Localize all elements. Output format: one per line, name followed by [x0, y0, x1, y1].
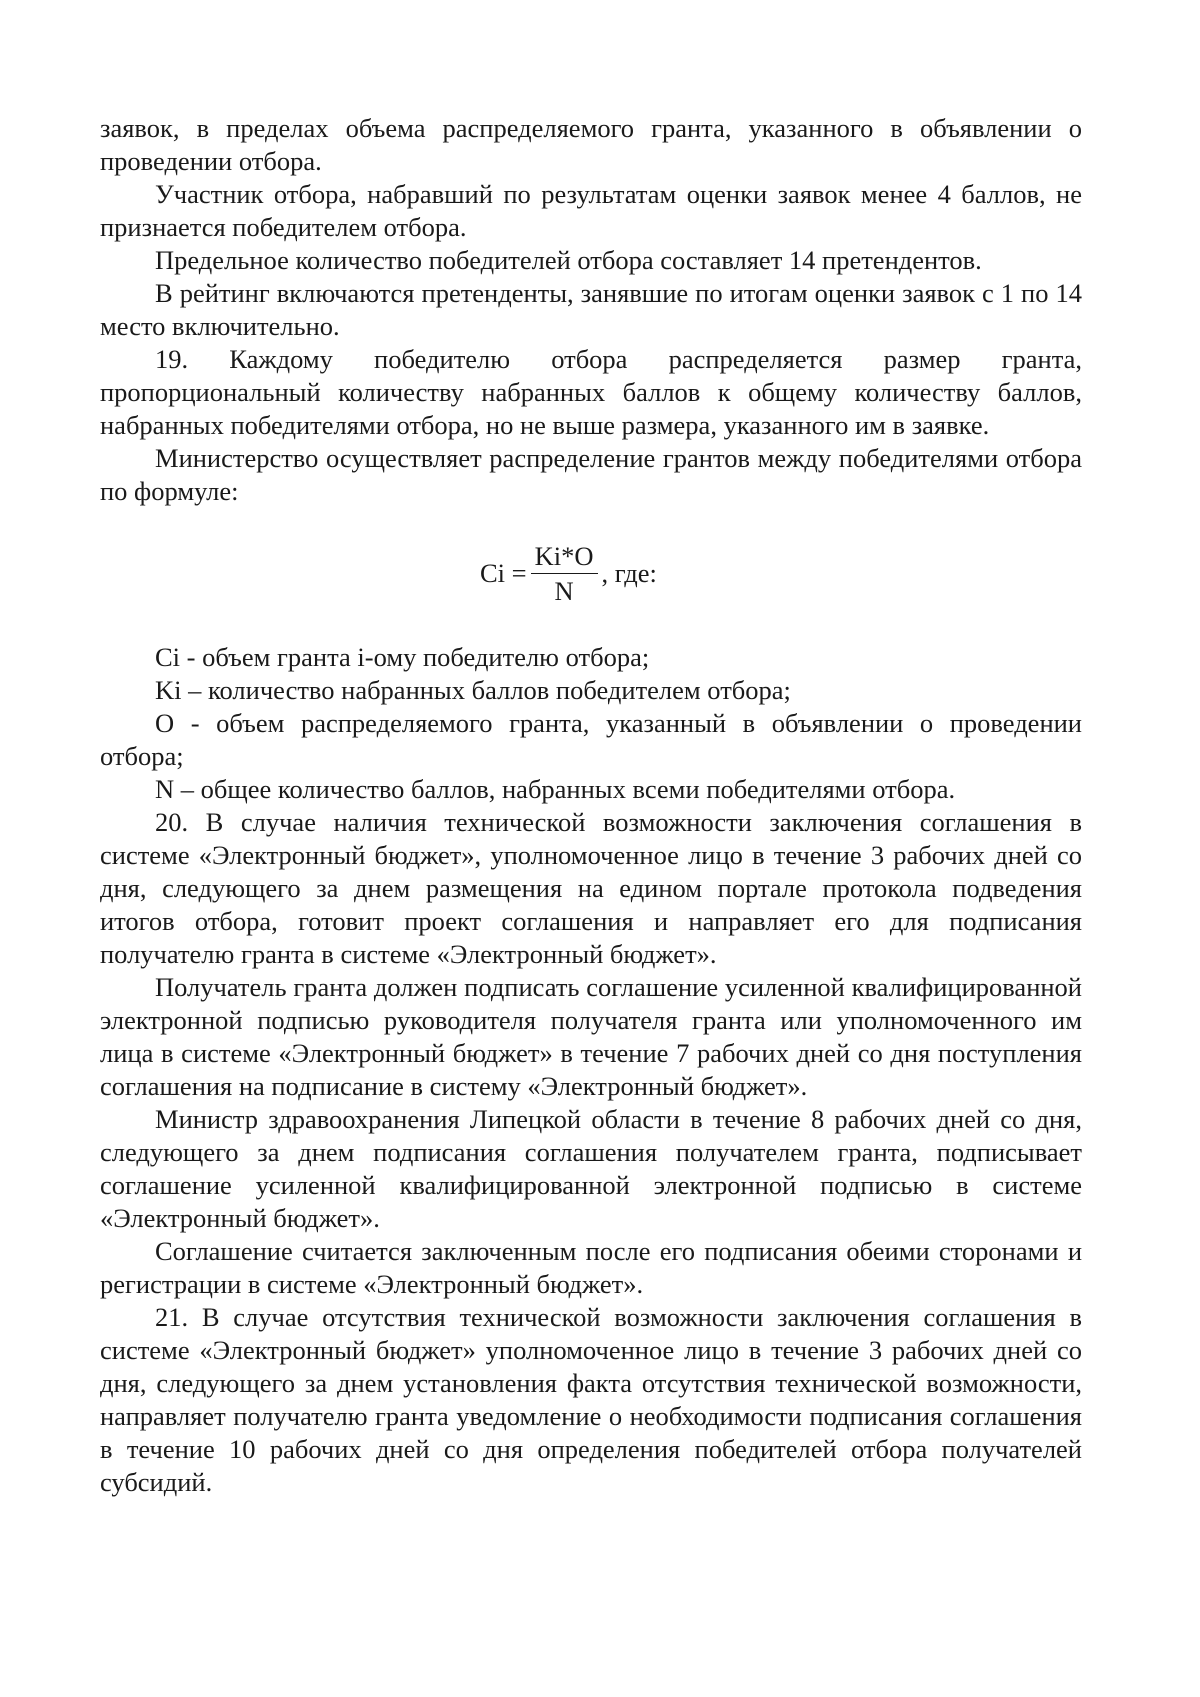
- text-block-top: [100, 112, 1082, 508]
- paragraph: Ci - объем гранта i-ому победителю отбора;: [155, 642, 650, 672]
- grant-formula: [480, 533, 657, 613]
- text-block-bottom: [100, 641, 1082, 1499]
- paragraph: Соглашение считается заключенным после его подписания обеими сторонами и регистрации в системе «Электронный бюджет».: [100, 1236, 1082, 1299]
- formula-fraction: [531, 541, 598, 606]
- paragraph: В рейтинг включаются претенденты, занявшие по итогам оценки заявок с 1 по 14 место включительно.: [100, 278, 1082, 341]
- paragraph: 21. В случае отсутствия технической возможности заключения соглашения в системе «Электронный бюджет» уполномоченное лицо в течение 3 рабочих дней со дня, следующего за днем установления факта отсутствия технической возможности, направляет получателю гранта уведомление о необходимости подписания соглашения в течение 10 рабочих дней со дня определения победителей отбора получателей субсидий.: [100, 1302, 1082, 1497]
- paragraph: O - объем распределяемого гранта, указанный в объявлении о проведении отбора;: [100, 708, 1082, 771]
- paragraph: Министерство осуществляет распределение грантов между победителями отбора по формуле:: [100, 443, 1082, 506]
- paragraph: Участник отбора, набравший по результатам оценки заявок менее 4 баллов, не признается победителем отбора.: [100, 179, 1082, 242]
- paragraph: N – общее количество баллов, набранных всеми победителями отбора.: [155, 774, 956, 804]
- paragraph: 20. В случае наличия технической возможности заключения соглашения в системе «Электронный бюджет», уполномоченное лицо в течение 3 рабочих дней со дня, следующего за днем размещения на едином портале протокола подведения итогов отбора, готовит проект соглашения и направляет его для подписания получателю гранта в системе «Электронный бюджет».: [100, 807, 1082, 969]
- formula-lhs: Ci =: [480, 557, 527, 588]
- formula-suffix: , где:: [601, 557, 657, 588]
- paragraph: 19. Каждому победителю отбора распределяется размер гранта, пропорциональный количеству набранных баллов к общему количеству баллов, набранных победителями отбора, но не выше размера, указанного им в заявке.: [100, 344, 1082, 440]
- paragraph: Министр здравоохранения Липецкой области в течение 8 рабочих дней со дня, следующего за днем подписания соглашения получателем гранта, подписывает соглашение усиленной квалифицированной электронной подписью в системе «Электронный бюджет».: [100, 1104, 1082, 1233]
- paragraph: Получатель гранта должен подписать соглашение усиленной квалифицированной электронной подписью руководителя получателя гранта или уполномоченного им лица в системе «Электронный бюджет» в течение 7 рабочих дней со дня поступления соглашения на подписание в систему «Электронный бюджет».: [100, 972, 1082, 1101]
- formula-numerator: Ki*O: [534, 540, 594, 571]
- paragraph: заявок, в пределах объема распределяемого гранта, указанного в объявлении о проведении отбора.: [100, 113, 1082, 176]
- formula-denominator: N: [554, 575, 574, 606]
- paragraph: Предельное количество победителей отбора составляет 14 претендентов.: [155, 245, 982, 275]
- paragraph: Ki – количество набранных баллов победителем отбора;: [155, 675, 791, 705]
